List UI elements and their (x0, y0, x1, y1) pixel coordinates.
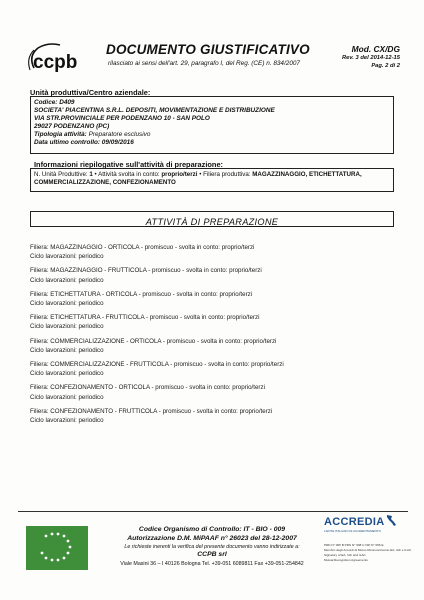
activity-filiera: Filiera: ETICHETTATURA - FRUTTICOLA - promiscuo - svolta in conto: proprio/terzi (30, 314, 260, 322)
summary-heading: Informazioni riepilogative sull'attività di preparazione: (34, 160, 224, 169)
activity-entry (30, 383, 265, 401)
summary-line-1 (34, 171, 362, 178)
company-name: SOCIETA' PIACENTINA S.R.L. DEPOSITI, MOVIMENTAZIONE E DISTRIBUZIONE (34, 107, 275, 114)
activity-cycle: Ciclo lavorazioni: periodico (30, 323, 104, 331)
logo-wordmark: ccpb (33, 52, 78, 73)
activities-title-box (30, 211, 394, 227)
company-activity-type (34, 131, 150, 138)
ccpb-logo (22, 38, 84, 80)
company-address: VIA STR.PROVINCIALE PER PODENZANO 10 - SAN POLO (34, 115, 210, 122)
activity-entry (30, 360, 284, 378)
document-title: DOCUMENTO GIUSTIFICATIVO (106, 42, 310, 57)
footer-verification-note: Le richieste inerenti la verifica del presente documento vanno indirizzate a: (124, 544, 300, 550)
activity-filiera: Filiera: MAGAZZINAGGIO - FRUTTICOLA - promiscuo - svolta in conto: proprio/terzi (30, 267, 262, 275)
account-label: • Attività svolta in conto: (92, 171, 162, 178)
company-heading: Unità produttiva/Centro aziendale: (30, 88, 151, 97)
activity-filiera: Filiera: MAGAZZINAGGIO - ORTICOLA - promiscuo - svolta in conto: proprio/terzi (30, 244, 255, 251)
activity-entry (30, 337, 276, 355)
revision-date: Rev. 3 del 2014-12-15 (341, 55, 400, 61)
chain-label: • Filiera produttiva: (197, 171, 253, 178)
accredia-logo: ACCREDIA (324, 516, 385, 528)
activity-cycle: Ciclo lavorazioni: periodico (30, 417, 104, 424)
activity-filiera: Filiera: ETICHETTATURA - ORTICOLA - promiscuo - svolta in conto: proprio/terzi (30, 290, 253, 298)
activity-entry (30, 243, 254, 261)
italy-map-icon (385, 514, 397, 528)
footer-address: Viale Masini 36 – I 40126 Bologna Tel. +39-051 6089811 Fax +39-051-254842 (120, 561, 304, 567)
units-value: 1 (89, 171, 93, 178)
chain-value: MAGAZZINAGGIO, ETICHETTATURA, (252, 171, 362, 178)
accredia-fine-2: Membro degli Accordi di Mutuo Riconoscimento EA, IAF e ILAC (324, 548, 412, 552)
activity-cycle: Ciclo lavorazioni: periodico (30, 393, 104, 401)
activity-entry (30, 266, 262, 284)
footer-control-code: Codice Organismo di Controllo: IT - BIO - 009 (138, 526, 286, 533)
footer-divider (18, 511, 408, 512)
activity-type-label: Tipologia attività: (34, 131, 87, 138)
accredia-subtitle: L'ENTE ITALIANO DI ACCREDITAMENTO (324, 529, 381, 533)
activity-filiera: Filiera: COMMERCIALIZZAZIONE - FRUTTICOLA - promiscuo - svolta in conto: proprio/terzi (30, 361, 284, 368)
activity-cycle: Ciclo lavorazioni: periodico (30, 276, 104, 284)
company-box (30, 96, 394, 154)
summary-box (30, 168, 394, 192)
activity-cycle: Ciclo lavorazioni: periodico (30, 300, 104, 307)
activity-cycle: Ciclo lavorazioni: periodico (30, 253, 104, 261)
last-check-date: Data ultimo controllo: 09/09/2016 (34, 139, 134, 146)
footer-company: CCPB srl (197, 551, 227, 558)
footer-authorization: Autorizzazione D.M. MiPAAF n° 26023 del 28-12-2007 (127, 535, 297, 542)
company-code: Codice: D409 (34, 99, 75, 106)
activity-entry (30, 290, 252, 308)
activity-cycle: Ciclo lavorazioni: periodico (30, 346, 104, 354)
document-revision-block (342, 44, 400, 70)
accredia-fine-3: Signatory of EA, IAF and ILAC (324, 553, 366, 557)
page-number: Pag. 2 di 2 (371, 63, 400, 69)
chain-value-cont: COMMERCIALIZZAZIONE, CONFEZIONAMENTO (34, 179, 176, 186)
company-city: 29027 PODENZANO (PC) (34, 123, 110, 130)
activity-type-value: Preparatore esclusivo (88, 131, 151, 138)
activity-filiera: Filiera: COMMERCIALIZZAZIONE - ORTICOLA - promiscuo - svolta in conto: proprio/terzi (30, 337, 277, 345)
account-value: proprio/terzi (161, 171, 198, 178)
activity-filiera: Filiera: CONFEZIONAMENTO - ORTICOLA - promiscuo - svolta in conto: proprio/terzi (30, 384, 265, 392)
accredia-fine-1: PRD N° 005 B PRS N° 098 C ISP N° 066 E (324, 543, 384, 547)
mod-code: Mod. CX/DG (351, 44, 400, 54)
activities-title: ATTIVITÀ DI PREPARAZIONE (145, 217, 279, 227)
activity-entry (30, 407, 272, 425)
accredia-fine-4: Mutual Recognition Agreements (324, 558, 368, 562)
units-label: N. Unità Produttive: (34, 171, 90, 178)
activity-cycle: Ciclo lavorazioni: periodico (30, 370, 104, 378)
activity-entry (30, 313, 259, 331)
summary-line-2 (34, 179, 176, 186)
document-subtitle: rilasciato ai sensi dell'art. 29, paragrafo I, del Reg. (CE) n. 834/2007 (108, 60, 300, 67)
activity-filiera: Filiera: CONFEZIONAMENTO - FRUTTICOLA - promiscuo - svolta in conto: proprio/terzi (30, 407, 273, 415)
